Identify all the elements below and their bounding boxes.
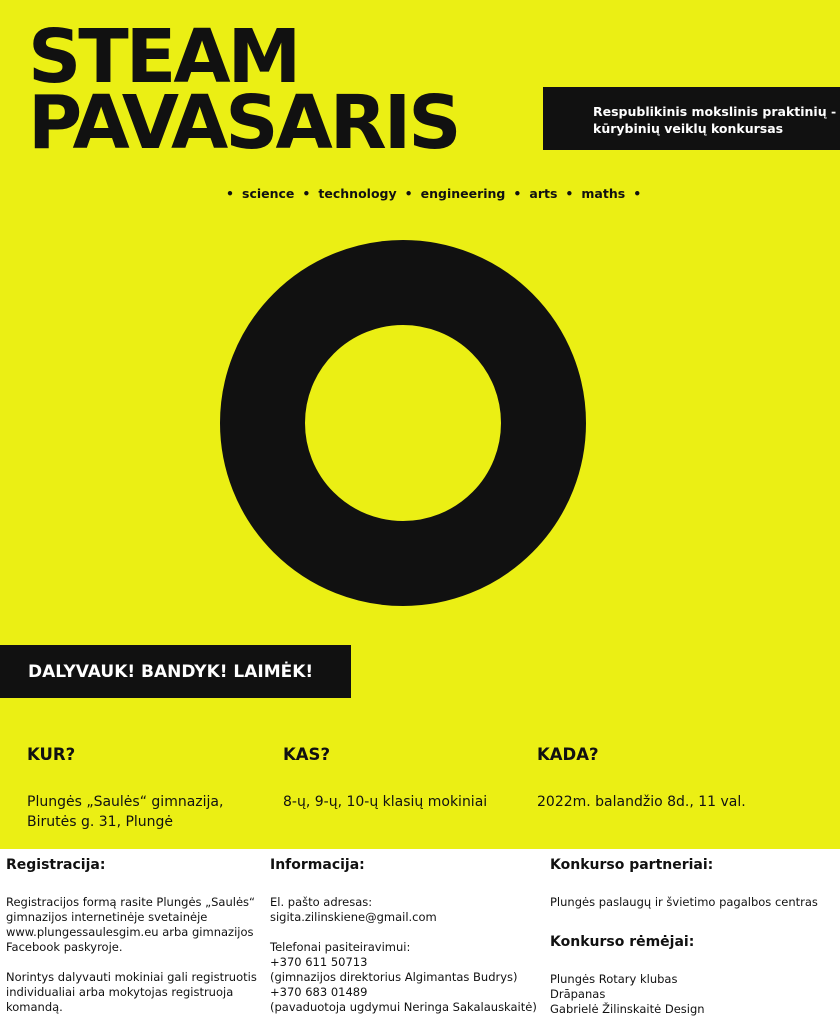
registration-text: gimnazijos internetinėje svetainėje bbox=[6, 910, 208, 924]
where-line-1: Plungės „Saulės“ gimnazija, bbox=[27, 794, 224, 810]
title-line-2: PAVASARIS bbox=[28, 80, 459, 166]
information-heading: Informacija: bbox=[270, 857, 365, 873]
who-section bbox=[283, 745, 487, 812]
title-line-1: STEAM bbox=[28, 14, 299, 100]
phone-2-note: (pavaduotoja ugdymui Neringa Sakalauskaitė) bbox=[270, 1000, 537, 1014]
bullet: • bbox=[302, 186, 311, 201]
phones-label: Telefonai pasiteiravimui: bbox=[270, 940, 411, 954]
discipline-maths: maths bbox=[581, 186, 626, 201]
who-heading: KAS? bbox=[283, 745, 331, 764]
registration-text: Facebook paskyroje. bbox=[6, 940, 123, 954]
bullet: • bbox=[513, 186, 522, 201]
discipline-arts: arts bbox=[529, 186, 558, 201]
when-heading: KADA? bbox=[537, 745, 599, 764]
sponsors-heading: Konkurso rėmėjai: bbox=[550, 934, 695, 950]
cta-banner: DALYVAUK! BANDYK! LAIMĖK! bbox=[0, 645, 351, 698]
discipline-science: science bbox=[242, 186, 295, 201]
sponsor-item: Gabrielė Žilinskaitė Design bbox=[550, 1002, 705, 1016]
where-heading: KUR? bbox=[27, 745, 76, 764]
registration-text: Registracijos formą rasite Plungės „Saulės“ bbox=[6, 895, 255, 909]
email-label: El. pašto adresas: bbox=[270, 895, 373, 909]
bullet: • bbox=[226, 186, 234, 201]
bullet: • bbox=[633, 186, 642, 201]
subtitle-box bbox=[543, 87, 840, 150]
bullet: • bbox=[404, 186, 413, 201]
registration-text: komandą. bbox=[6, 1000, 63, 1014]
partner-item: Plungės paslaugų ir švietimo pagalbos centras bbox=[550, 895, 818, 909]
phone-1-note: (gimnazijos direktorius Algimantas Budrys) bbox=[270, 970, 518, 984]
ring-graphic bbox=[220, 240, 586, 606]
registration-heading: Registracija: bbox=[6, 857, 106, 873]
footer bbox=[0, 849, 840, 1024]
partners-section bbox=[550, 857, 818, 1017]
registration-text: www.plungessaulesgim.eu arba gimnazijos bbox=[6, 925, 254, 939]
phone-2[interactable]: +370 683 01489 bbox=[270, 985, 368, 999]
email-link[interactable]: sigita.zilinskiene@gmail.com bbox=[270, 910, 437, 924]
subtitle-line-1: Respublikinis mokslinis praktinių - bbox=[593, 104, 837, 119]
subtitle-line-2: kūrybinių veiklų konkursas bbox=[593, 121, 784, 136]
phone-1[interactable]: +370 611 50713 bbox=[270, 955, 368, 969]
sponsor-item: Plungės Rotary klubas bbox=[550, 972, 678, 986]
who-line-1: 8-ų, 9-ų, 10-ų klasių mokiniai bbox=[283, 794, 488, 810]
where-line-2: Birutės g. 31, Plungė bbox=[27, 814, 174, 830]
information-section bbox=[270, 857, 537, 1015]
registration-text: individualiai arba mokytojas registruoja bbox=[6, 985, 234, 999]
discipline-technology: technology bbox=[318, 186, 397, 201]
where-section bbox=[27, 745, 223, 832]
when-section bbox=[537, 745, 746, 812]
partners-heading: Konkurso partneriai: bbox=[550, 857, 714, 873]
when-line-1: 2022m. balandžio 8d., 11 val. bbox=[537, 794, 746, 810]
registration-section bbox=[6, 857, 257, 1015]
disciplines-list bbox=[226, 186, 649, 201]
discipline-engineering: engineering bbox=[420, 186, 506, 201]
bullet: • bbox=[565, 186, 574, 201]
registration-text: Norintys dalyvauti mokiniai gali registruotis bbox=[6, 970, 257, 984]
sponsor-item: Drāpanas bbox=[550, 987, 606, 1001]
